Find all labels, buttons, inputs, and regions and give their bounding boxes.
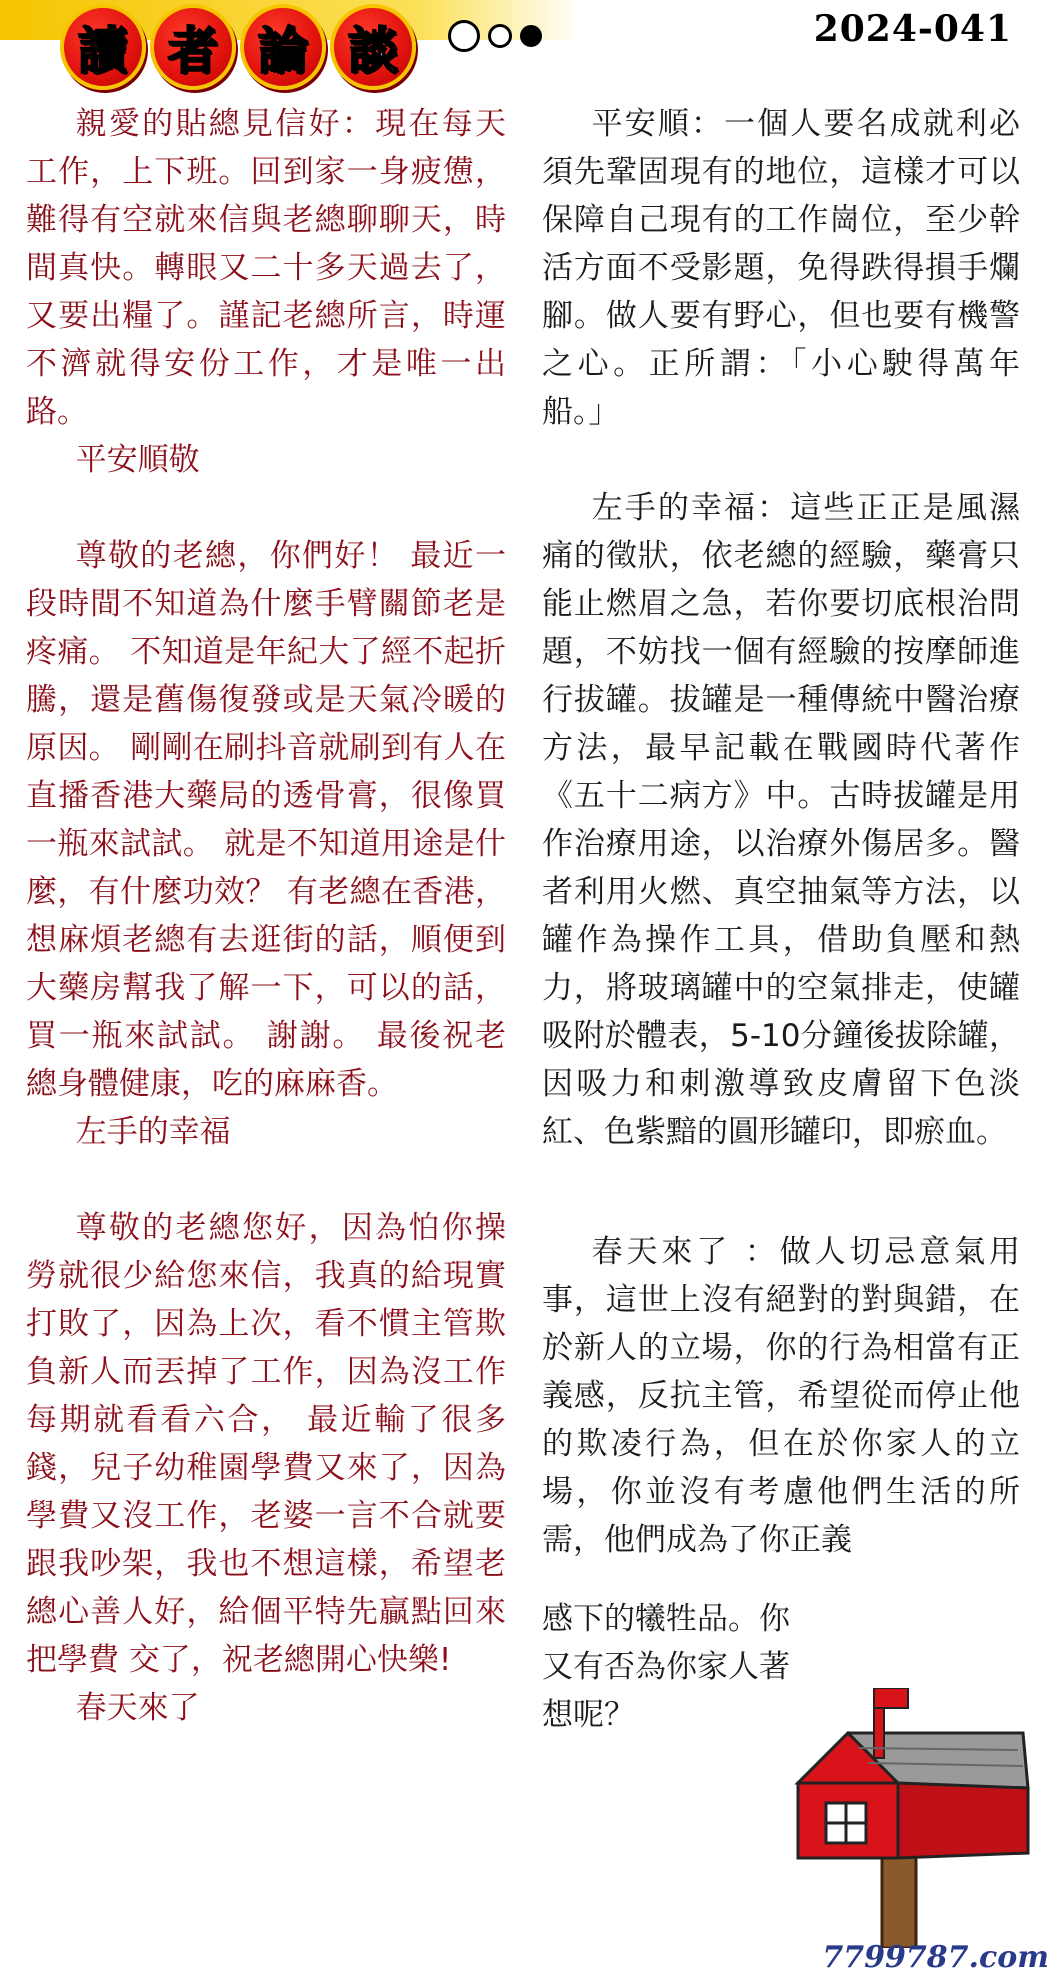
reply-text: 春天來了 ：做人切忌意氣用事，這世上沒有絕對的對與錯，在於新人的立場，你的行為相當有正義感，反抗主管，希望從而停止他的欺凌行為，但在於你家人的立場，你並沒有考慮他們生活的所需，他們成為了你正義 <box>542 1234 1020 1558</box>
watermark: 7799787.com <box>822 1940 1049 1975</box>
issue-number: 2024-041 <box>813 8 1012 50</box>
letter-signature: 左手的幸福 <box>75 1114 231 1150</box>
letter-signature: 春天來了 <box>75 1690 200 1726</box>
letter-1 <box>26 100 506 484</box>
title-char-2: 者 <box>150 4 236 90</box>
letter-signature: 平安順敬 <box>75 442 200 478</box>
reply-text: 左手的幸福：這些正正是風濕痛的徵狀，依老總的經驗，藥膏只能止燃眉之急，若你要切底根治問題，不妨找一個有經驗的按摩師進行拔罐。拔罐是一種傳統中醫治療方法，最早記載在戰國時代著作《五十二病方》中。古時拔罐是用作治療用途，以治療外傷居多。醫者利用火燃、真空抽氣等方法，以罐作為操作工具，借助負壓和熱力，將玻璃罐中的空氣排走，使罐吸附於體表，5-10分鐘後拔除罐，因吸力和刺激導致皮膚留下色淡紅、色紫黯的圓形罐印，即瘀血。 <box>542 490 1020 1150</box>
reply-text-tail: 感下的犧牲品。你又有否為你家人著想呢？ <box>542 1601 790 1733</box>
title-char-4: 談 <box>330 4 416 90</box>
circle-icon <box>448 20 480 52</box>
dot-icon <box>520 25 542 47</box>
reply-text: 平安順：一個人要名成就利必須先鞏固現有的地位，這樣才可以保障自己現有的工作崗位，至少幹活方面不受影題，免得跌得損手爛腳。做人要有野心，但也要有機警之心。正所謂：「小心駛得萬年船。」 <box>542 106 1020 430</box>
letter-3 <box>26 1204 506 1732</box>
letter-text: 親愛的貼總見信好：現在每天工作，上下班。回到家一身疲憊，難得有空就來信與老總聊聊天，時間真快。轉眼又二十多天過去了，又要出糧了。謹記老總所言，時運不濟就得安份工作，才是唯一出路。 <box>26 106 506 430</box>
letters-column <box>26 100 506 1732</box>
letter-text: 尊敬的老總您好，因為怕你操勞就很少給您來信，我真的給現實打敗了，因為上次，看不慣主管欺負新人而丟掉了工作，因為沒工作每期就看看六合， 最近輸了很多錢，兒子幼稚園學費又來了，因為學費又沒工作，老婆一言不合就要跟我吵架，我也不想這樣，希望老總心善人好，給個平特先贏點回來把學費 交了，祝老總開心快樂! <box>26 1210 506 1678</box>
mailbox-icon <box>778 1688 1038 1948</box>
letter-text: 尊敬的老總，你們好！ 最近一段時間不知道為什麼手臂關節老是疼痛。 不知道是年紀大了經不起折騰，還是舊傷復發或是天氣冷暖的原因。 剛剛在刷抖音就刷到有人在直播香港大藥局的透骨膏，很像買一瓶來試試。 就是不知道用途是什麼，有什麼功效？ 有老總在香港，想麻煩老總有去逛街的話，順便到大藥房幫我了解一下，可以的話，買一瓶來試試。 謝謝。 最後祝老總身體健康，吃的麻麻香。 <box>26 538 506 1102</box>
circle-icon <box>488 24 512 48</box>
title-char-1: 讀 <box>60 4 146 90</box>
title-char-3: 論 <box>240 4 326 90</box>
reply-2 <box>542 484 1020 1156</box>
replies-column <box>542 100 1020 1770</box>
page-title <box>60 4 416 88</box>
decorative-dots <box>448 20 542 52</box>
reply-1 <box>542 100 1020 436</box>
reply-3 <box>542 1228 1020 1564</box>
letter-2 <box>26 532 506 1156</box>
